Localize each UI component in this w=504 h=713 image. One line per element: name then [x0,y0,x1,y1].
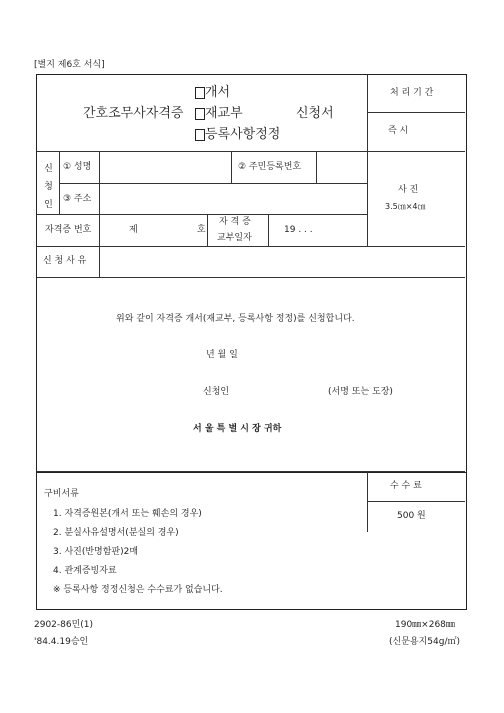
cert-no-label: 자격증 번호 [45,225,92,235]
address-field[interactable] [100,185,366,213]
cert-no-prefix: 제 [129,225,138,235]
photo-size: 3.5㎝×4㎝ [385,202,426,211]
addressee: 서 울 특 별 시 장 귀하 [193,424,282,434]
checkbox-reissue-write[interactable] [195,87,205,99]
reason-field[interactable] [100,248,464,276]
applicant-side-label: 신 청 인 [44,164,53,210]
applicant-sign-label: 신청인 [203,387,230,397]
form-code: 2902-86민(1) [34,620,94,630]
list-item: 4. 관계증빙자료 [53,566,117,576]
photo-label: 사 진 [398,185,419,195]
paper-type: (신문용지54g/㎡) [389,637,460,647]
name-field[interactable] [100,153,230,182]
signature-note: (서명 또는 도장) [328,387,393,397]
fee-value: 500 원 [397,511,426,521]
title-option-2: 재교부 [205,106,243,121]
issue-date-label-2: 교부일자 [217,233,252,243]
fee-label: 수 수 료 [390,481,422,491]
list-item: 1. 자격증원본(개서 또는 훼손의 경우) [53,509,202,519]
title-option-3: 등록사항정정 [205,127,281,142]
paper-size: 190㎜×268㎜ [395,620,455,630]
checkbox-correction[interactable] [195,129,205,141]
title-right: 신청서 [296,106,334,121]
documents-title: 구비서류 [44,489,79,499]
form-label: [별지 제6호 서식] [34,60,105,70]
processing-label: 처 리 기 간 [390,88,434,98]
application-date[interactable]: 년 월 일 [206,350,238,360]
address-label: ③ 주소 [63,194,92,204]
list-item: 2. 분실사유설명서(분실의 경우) [53,528,179,538]
processing-value: 즉 시 [388,126,409,136]
cert-no-field[interactable] [142,218,194,242]
issue-date-value[interactable]: 19 . . . [284,225,313,235]
list-item: ※ 등록사항 정정신청은 수수료가 없습니다. [53,585,223,595]
title-left: 간호조무사자격증 [83,106,184,121]
issue-date-label-1: 자 격 증 [219,217,251,227]
list-item: 3. 사진(반명함판)2매 [53,547,139,557]
statement-text: 위와 같이 자격증 개서(재교부, 등록사항 정정)를 신청합니다. [116,314,355,324]
rrn-label: ② 주민등록번호 [238,162,302,172]
rrn-field[interactable] [317,153,366,182]
title-option-1: 개서 [205,85,231,100]
reason-label: 신 청 사 유 [43,256,87,266]
approval-date: '84.4.19승인 [34,637,89,647]
name-label: ① 성명 [63,162,92,172]
cert-no-suffix: 호 [197,225,206,235]
checkbox-reissue[interactable] [195,108,205,120]
